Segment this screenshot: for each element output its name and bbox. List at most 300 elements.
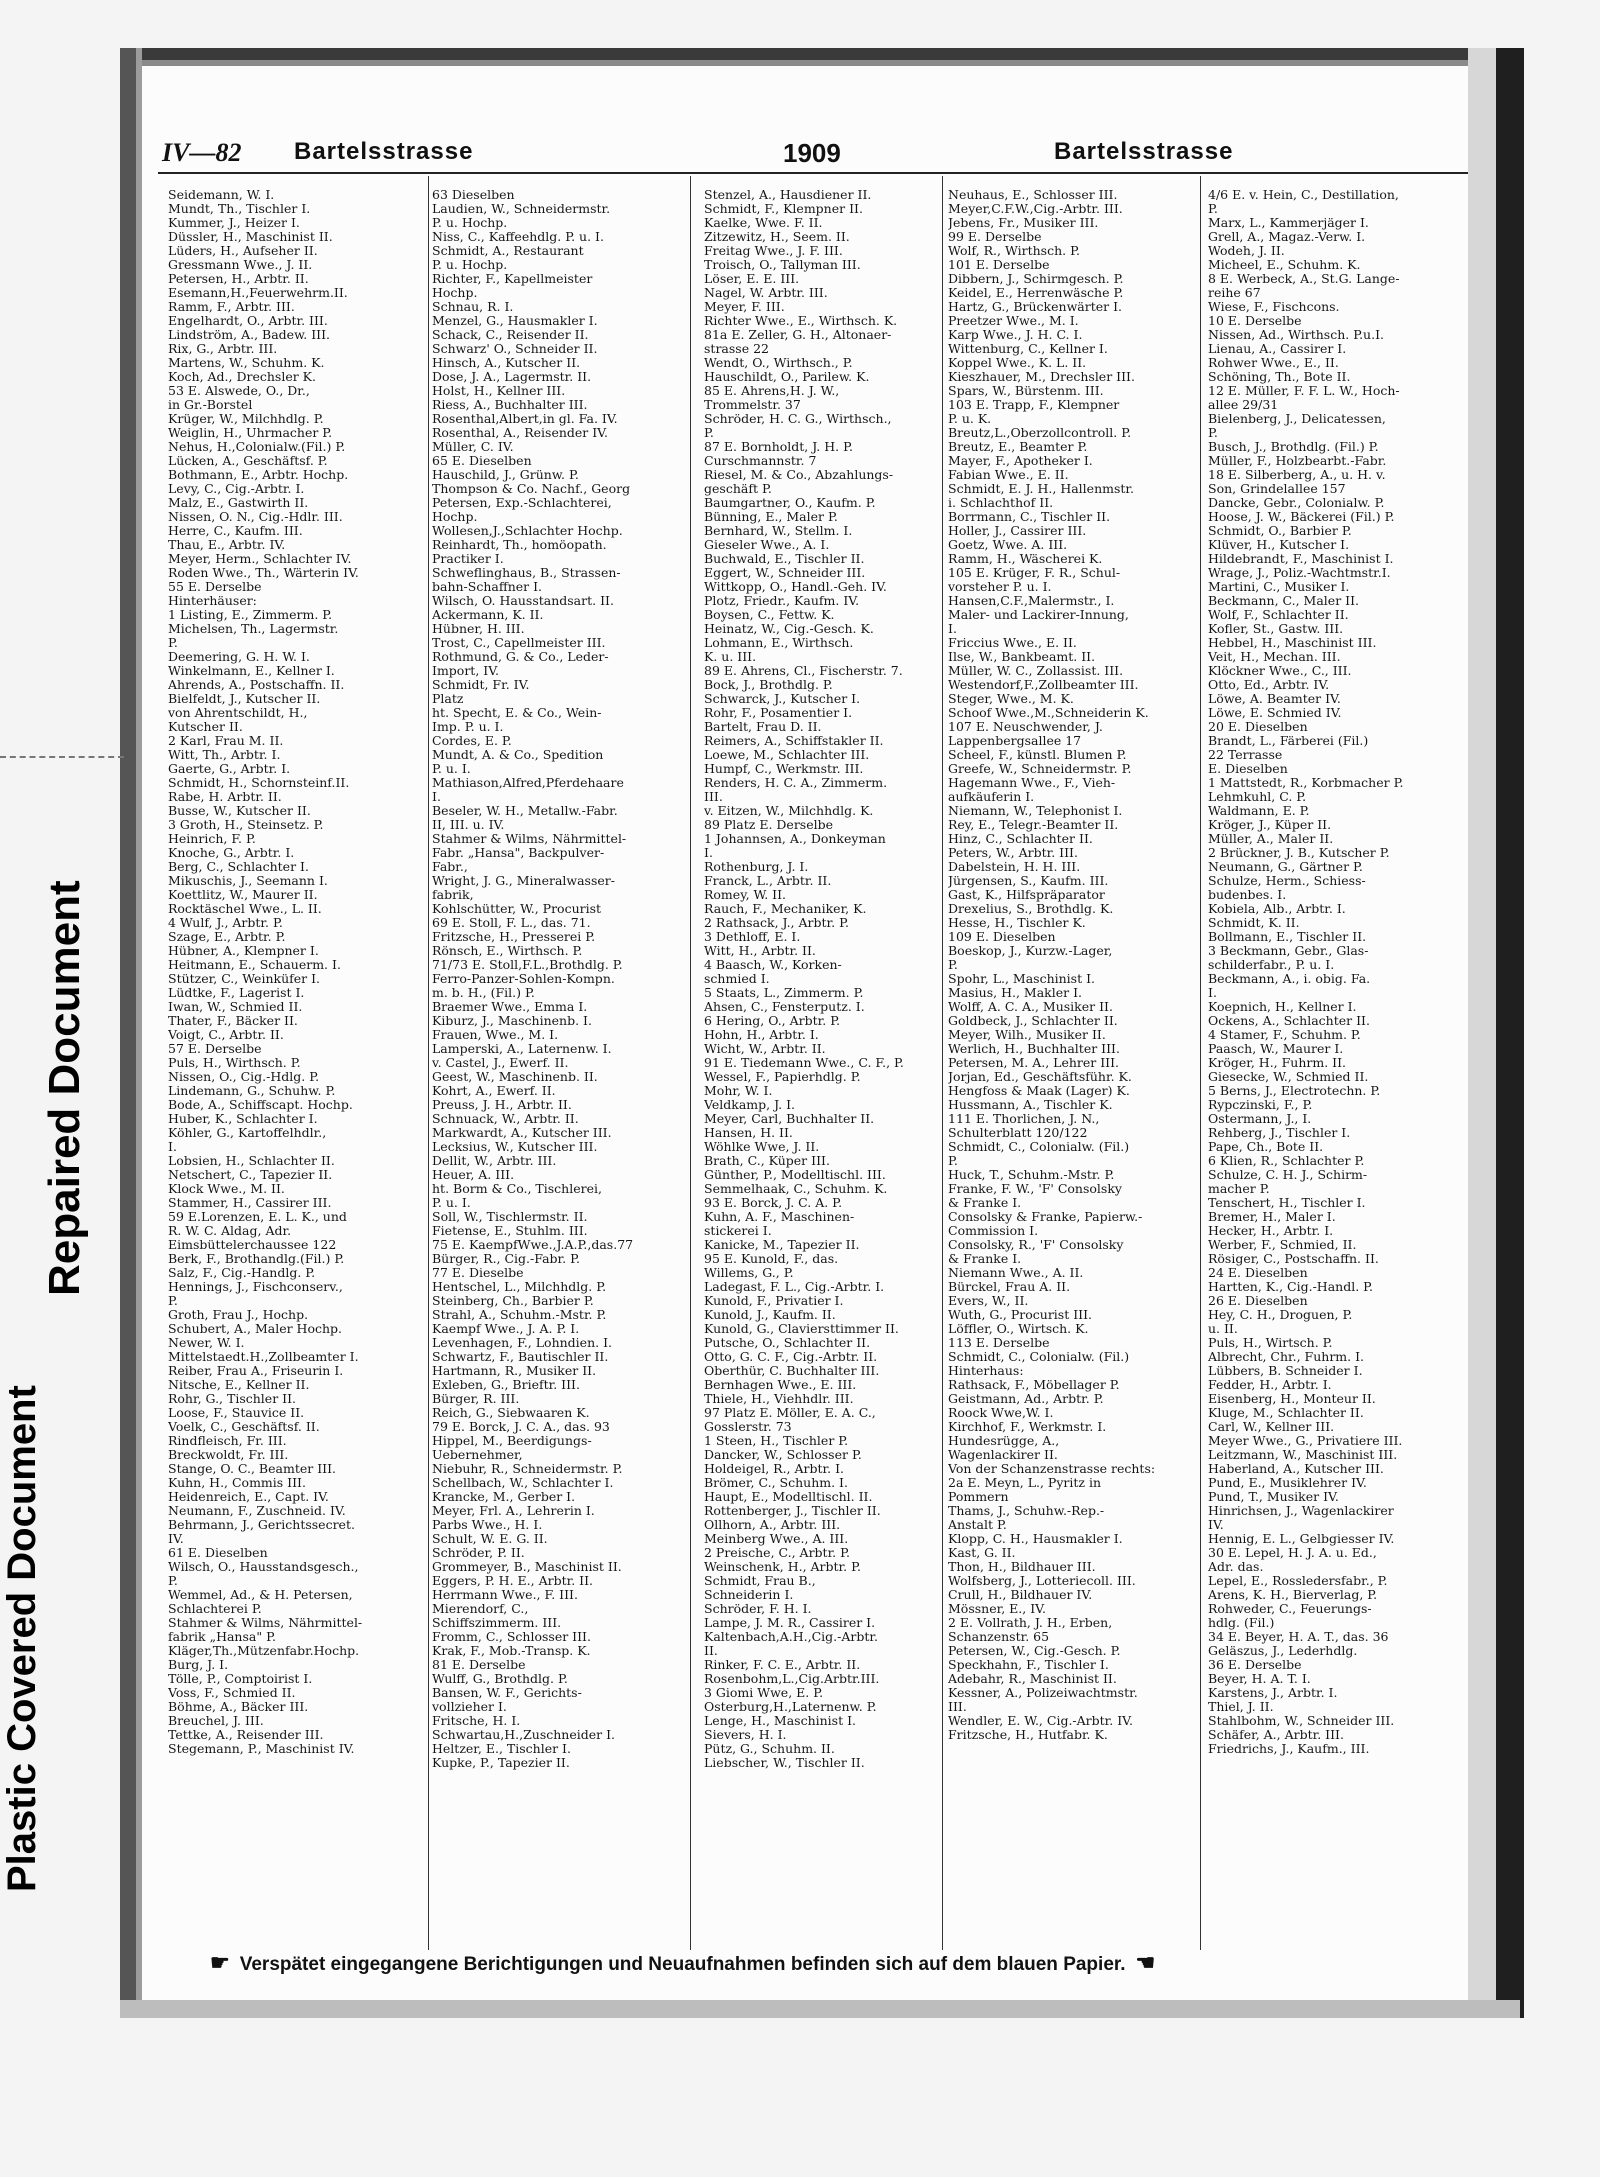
directory-entry: Schulze, C. H. J., Schirm- xyxy=(1208,1168,1368,1182)
directory-entry: Eisenberg, H., Monteur II. xyxy=(1208,1392,1376,1406)
directory-entry: Holst, H., Kellner III. xyxy=(432,384,566,398)
directory-entry: Holler, J., Cassirer III. xyxy=(948,524,1087,538)
directory-entry: Loewe, M., Schlachter III. xyxy=(704,748,870,762)
directory-entry: Hecker, H., Arbtr. I. xyxy=(1208,1224,1334,1238)
directory-entry: 5 Staats, L., Zimmerm. P. xyxy=(704,986,864,1000)
directory-entry: Breuchel, J. III. xyxy=(168,1714,264,1728)
directory-entry: Brath, C., Küper III. xyxy=(704,1154,830,1168)
directory-entry: Herre, C., Kaufm. III. xyxy=(168,524,303,538)
directory-entry: Hagemann Wwe., F., Vieh- xyxy=(948,776,1116,790)
side-label-plastic: Plastic Covered Document xyxy=(0,1385,44,1892)
directory-entry: Fabian Wwe., E. II. xyxy=(948,468,1069,482)
directory-entry: Salz, F., Cig.-Handlg. P. xyxy=(168,1266,316,1280)
directory-entry: Fedder, H., Arbtr. I. xyxy=(1208,1378,1332,1392)
directory-entry: Heitmann, E., Schauerm. I. xyxy=(168,958,341,972)
directory-entry: Meinberg Wwe., A. III. xyxy=(704,1532,849,1546)
directory-entry: Petersen, W., Cig.-Gesch. P. xyxy=(948,1644,1121,1658)
directory-entry: Niemann Wwe., A. II. xyxy=(948,1266,1084,1280)
column-rule xyxy=(428,176,429,1950)
directory-entry: Kaempf Wwe., J. A. P. I. xyxy=(432,1322,580,1336)
directory-entry: Hochp. xyxy=(432,510,478,524)
directory-entry: 5 Berns, J., Electrotechn. P. xyxy=(1208,1084,1381,1098)
directory-entry: Gressmann Wwe., J. II. xyxy=(168,258,313,272)
directory-entry: Marx, L., Kammerjäger I. xyxy=(1208,216,1369,230)
directory-entry: Thams, J., Schuhw.-Rep.- xyxy=(948,1504,1105,1518)
directory-entry: 4 Baasch, W., Korken- xyxy=(704,958,842,972)
directory-entry: Rauch, F., Mechaniker, K. xyxy=(704,902,867,916)
directory-entry: Laudien, W., Schneidermstr. xyxy=(432,202,611,216)
directory-entry: Kuhn, H., Commis III. xyxy=(168,1476,306,1490)
directory-entry: Szage, E., Arbtr. P. xyxy=(168,930,286,944)
directory-entry: Breutz, E., Beamter P. xyxy=(948,440,1088,454)
directory-entry: 69 E. Stoll, F. L., das. 71. xyxy=(432,916,591,930)
directory-entry: Kohrt, A., Ewerf. II. xyxy=(432,1084,556,1098)
directory-entry: Borrmann, C., Tischler II. xyxy=(948,510,1111,524)
directory-entry: Albrecht, Chr., Fuhrm. I. xyxy=(1208,1350,1365,1364)
directory-entry: Rosenthal,Albert,in gl. Fa. IV. xyxy=(432,412,618,426)
directory-entry: 89 Platz E. Derselbe xyxy=(704,818,833,832)
directory-entry: Geest, W., Maschinenb. II. xyxy=(432,1070,598,1084)
directory-entry: III. xyxy=(704,790,723,804)
directory-entry: geschäft P. xyxy=(704,482,772,496)
directory-entry: Kiburz, J., Maschinenb. I. xyxy=(432,1014,592,1028)
directory-column-3 xyxy=(704,188,936,1952)
directory-entry: Hohn, H., Arbtr. I. xyxy=(704,1028,819,1042)
directory-entry: Hennings, J., Fischconserv., xyxy=(168,1280,343,1294)
directory-entry: Peters, W., Arbtr. III. xyxy=(948,846,1078,860)
directory-entry: Hippel, M., Beerdigungs- xyxy=(432,1434,592,1448)
directory-entry: Heinatz, W., Cig.-Gesch. K. xyxy=(704,622,874,636)
directory-entry: Jürgensen, S., Kaufm. III. xyxy=(948,874,1109,888)
directory-entry: P. xyxy=(1208,426,1218,440)
directory-entry: Ferro-Panzer-Sohlen-Kompn. xyxy=(432,972,615,986)
directory-entry: Mathiason,Alfred,Pferdehaare xyxy=(432,776,624,790)
directory-entry: Commission I. xyxy=(948,1224,1039,1238)
directory-entry: Rypczinski, F., P. xyxy=(1208,1098,1313,1112)
directory-entry: 53 E. Alswede, O., Dr., xyxy=(168,384,310,398)
directory-entry: 103 E. Trapp, F., Klempner xyxy=(948,398,1120,412)
pointing-hand-icon: ☛ xyxy=(210,1950,230,1975)
directory-entry: Meyer, Carl, Buchhalter II. xyxy=(704,1112,875,1126)
directory-entry: Hinterhäuser: xyxy=(168,594,257,608)
directory-entry: Lampe, J. M. R., Cassirer I. xyxy=(704,1616,876,1630)
directory-entry: Köhler, G., Kartoffelhdlr., xyxy=(168,1126,327,1140)
directory-entry: Lücken, A., Geschäftsf. P. xyxy=(168,454,328,468)
directory-entry: Schulterblatt 120/122 xyxy=(948,1126,1088,1140)
directory-entry: Kaltenbach,A.H.,Cig.-Arbtr. xyxy=(704,1630,878,1644)
directory-entry: Heinrich, F. P. xyxy=(168,832,256,846)
directory-entry: Consolsky, R., 'F' Consolsky xyxy=(948,1238,1124,1252)
directory-entry: hdlg. (Fil.) xyxy=(1208,1616,1275,1630)
directory-entry: Meyer, Herm., Schlachter IV. xyxy=(168,552,352,566)
directory-entry: II. xyxy=(704,1644,718,1658)
directory-entry: Beyer, H. A. T. I. xyxy=(1208,1672,1311,1686)
directory-entry: I. xyxy=(1208,986,1217,1000)
column-rule xyxy=(942,176,943,1950)
column-rule xyxy=(1200,176,1201,1950)
directory-entry: Reimers, A., Schiffstakler II. xyxy=(704,734,884,748)
directory-entry: Hartz, G., Brückenwärter I. xyxy=(948,300,1122,314)
directory-entry: 24 E. Dieselben xyxy=(1208,1266,1308,1280)
directory-entry: Fabr. „Hansa", Backpulver- xyxy=(432,846,605,860)
directory-entry: Rönsch, E., Wirthsch. P. xyxy=(432,944,583,958)
directory-entry: 65 E. Dieselben xyxy=(432,454,532,468)
directory-entry: Maler- und Lackirer-Innung, xyxy=(948,608,1129,622)
directory-entry: & Franke I. xyxy=(948,1196,1022,1210)
directory-entry: Krüger, W., Milchhdlg. P. xyxy=(168,412,324,426)
directory-entry: Veldkamp, J. I. xyxy=(704,1098,796,1112)
directory-entry: 95 E. Kunold, F., das. xyxy=(704,1252,839,1266)
directory-entry: Friedrichs, J., Kaufm., III. xyxy=(1208,1742,1370,1756)
directory-entry: Imp. P. u. I. xyxy=(432,720,504,734)
directory-entry: Haberland, A., Kutscher III. xyxy=(1208,1462,1384,1476)
directory-entry: Oberthür, C. Buchhalter III. xyxy=(704,1364,880,1378)
directory-entry: Schmidt, H., Schornsteinf.II. xyxy=(168,776,350,790)
directory-entry: strasse 22 xyxy=(704,342,769,356)
directory-entry: Freitag Wwe., J. F. III. xyxy=(704,244,843,258)
directory-entry: Schneiderin I. xyxy=(704,1588,794,1602)
directory-entry: Wiese, F., Fischcons. xyxy=(1208,300,1340,314)
directory-entry: Petersen, M. A., Lehrer III. xyxy=(948,1056,1120,1070)
directory-entry: vollzieher I. xyxy=(432,1700,507,1714)
directory-entry: Ahsen, C., Fensterputz. I. xyxy=(704,1000,865,1014)
footer-text: Verspätet eingegangene Berichtigungen und Neuaufnahmen befinden sich auf dem blauen Papier. xyxy=(239,1954,1126,1975)
directory-entry: v. Eitzen, W., Milchhdlg. K. xyxy=(704,804,874,818)
directory-entry: Kummer, J., Heizer I. xyxy=(168,216,300,230)
directory-entry: Malz, E., Gastwirth II. xyxy=(168,496,309,510)
directory-entry: Arens, K. H., Bierverlag, P. xyxy=(1208,1588,1378,1602)
directory-entry: Friccius Wwe., E. II. xyxy=(948,636,1077,650)
directory-entry: Loose, F., Stauvice II. xyxy=(168,1406,305,1420)
directory-entry: Iwan, W., Schmied II. xyxy=(168,1000,303,1014)
directory-entry: Schmidt, C., Colonialw. (Fil.) xyxy=(948,1350,1130,1364)
directory-entry: Bernhagen Wwe., E. III. xyxy=(704,1378,857,1392)
directory-entry: Neuhaus, E., Schlosser III. xyxy=(948,188,1118,202)
directory-entry: Menzel, G., Hausmakler I. xyxy=(432,314,598,328)
directory-entry: Humpf, C., Werkmstr. III. xyxy=(704,762,864,776)
directory-entry: Ockens, A., Schlachter II. xyxy=(1208,1014,1370,1028)
directory-entry: Pape, Ch., Bote II. xyxy=(1208,1140,1324,1154)
directory-entry: 30 E. Lepel, H. J. A. u. Ed., xyxy=(1208,1546,1377,1560)
directory-entry: 97 Platz E. Möller, E. A. C., xyxy=(704,1406,876,1420)
directory-entry: i. Schlachthof II. xyxy=(948,496,1054,510)
directory-entry: Otto, Ed., Arbtr. IV. xyxy=(1208,678,1330,692)
directory-entry: Groth, Frau J., Hochp. xyxy=(168,1308,309,1322)
directory-entry: ht. Specht, E. & Co., Wein- xyxy=(432,706,602,720)
directory-entry: Breutz,L.,Oberzollcontroll. P. xyxy=(948,426,1132,440)
directory-entry: P. xyxy=(948,1154,958,1168)
directory-entry: Hundesrügge, A., xyxy=(948,1434,1060,1448)
directory-entry: Speckhahn, F., Tischler I. xyxy=(948,1658,1109,1672)
directory-entry: Lohmann, E., Wirthsch. xyxy=(704,636,854,650)
directory-column-1 xyxy=(168,188,422,1952)
directory-entry: Beseler, W. H., Metallw.-Fabr. xyxy=(432,804,618,818)
directory-entry: Hesse, H., Tischler K. xyxy=(948,916,1086,930)
directory-entry: Grommeyer, B., Maschinist II. xyxy=(432,1560,622,1574)
directory-entry: Waldmann, E. P. xyxy=(1208,804,1310,818)
directory-entry: Nissen, O. N., Cig.-Hdlr. III. xyxy=(168,510,343,524)
directory-entry: Wöhlke Wwe, J. II. xyxy=(704,1140,820,1154)
directory-entry: Bürckel, Frau A. II. xyxy=(948,1280,1071,1294)
directory-entry: Preuss, J. H., Arbtr. II. xyxy=(432,1098,572,1112)
directory-entry: Wittkopp, O., Handl.-Geh. IV. xyxy=(704,580,887,594)
directory-entry: Schoof Wwe.,M.,Schneiderin K. xyxy=(948,706,1149,720)
directory-entry: Voelk, C., Geschäftsf. II. xyxy=(168,1420,320,1434)
directory-entry: Reiber, Frau A., Friseurin I. xyxy=(168,1364,344,1378)
directory-entry: Franck, L., Arbtr. II. xyxy=(704,874,832,888)
directory-entry: Witt, H., Arbtr. II. xyxy=(704,944,816,958)
directory-entry: Tenschert, H., Tischler I. xyxy=(1208,1196,1366,1210)
directory-entry: Hinsch, A., Kutscher II. xyxy=(432,356,581,370)
directory-entry: Schröder, H. C. G., Wirthsch., xyxy=(704,412,892,426)
directory-entry: Bernhard, W., Stellm. I. xyxy=(704,524,853,538)
directory-entry: Hansen, H. II. xyxy=(704,1126,793,1140)
directory-entry: Rohr, G., Tischler II. xyxy=(168,1392,296,1406)
scanner-frame-left xyxy=(120,48,136,2018)
directory-entry: Mössner, E., IV. xyxy=(948,1602,1046,1616)
directory-entry: Lehmkuhl, C. P. xyxy=(1208,790,1307,804)
directory-entry: Eggert, W., Schneider III. xyxy=(704,566,866,580)
directory-entry: Steger, Wwe., M. K. xyxy=(948,692,1074,706)
directory-entry: Otto, G. C. F., Cig.-Arbtr. II. xyxy=(704,1350,878,1364)
directory-entry: Rothenburg, J. I. xyxy=(704,860,809,874)
directory-entry: 26 E. Dieselben xyxy=(1208,1294,1308,1308)
directory-entry: Bünning, E., Maler P. xyxy=(704,510,838,524)
directory-entry: Meyer, F. III. xyxy=(704,300,785,314)
directory-entry: Dellit, W., Arbtr. III. xyxy=(432,1154,557,1168)
directory-entry: Hebbel, H., Maschinist III. xyxy=(1208,636,1377,650)
directory-entry: Voigt, C., Arbtr. II. xyxy=(168,1028,284,1042)
directory-entry: Beckmann, A., i. obig. Fa. xyxy=(1208,972,1371,986)
directory-entry: Martens, W., Schuhm. K. xyxy=(168,356,325,370)
directory-entry: Schmidt, K. II. xyxy=(1208,916,1300,930)
directory-entry: Preetzer Wwe., M. I. xyxy=(948,314,1079,328)
directory-entry: Bock, J., Brothdlg. P. xyxy=(704,678,833,692)
directory-entry: Bothmann, E., Arbtr. Hochp. xyxy=(168,468,349,482)
directory-entry: Schellbach, W., Schlachter I. xyxy=(432,1476,614,1490)
directory-entry: Ramm, F., Arbtr. III. xyxy=(168,300,295,314)
directory-entry: Netschert, C., Tapezier II. xyxy=(168,1168,333,1182)
directory-entry: Hartten, K., Cig.-Handl. P. xyxy=(1208,1280,1373,1294)
directory-entry: Kupke, P., Tapezier II. xyxy=(432,1756,570,1770)
directory-entry: Pommern xyxy=(948,1490,1009,1504)
directory-entry: Hennig, E. L., Gelbgiesser IV. xyxy=(1208,1532,1395,1546)
directory-entry: vorsteher P. u. I. xyxy=(948,580,1052,594)
directory-entry: Rohr, F., Posamentier I. xyxy=(704,706,853,720)
directory-entry: 12 E. Müller, F. F. L. W., Hoch- xyxy=(1208,384,1400,398)
directory-entry: 79 E. Borck, J. C. A., das. 93 xyxy=(432,1420,610,1434)
directory-entry: Witt, Th., Arbtr. I. xyxy=(168,748,281,762)
directory-entry: u. II. xyxy=(1208,1322,1238,1336)
side-label-repaired: Repaired Document xyxy=(40,880,89,1296)
directory-entry: 81a E. Zeller, G. H., Altonaer- xyxy=(704,328,892,342)
directory-entry: Klüver, H., Kutscher I. xyxy=(1208,538,1350,552)
directory-entry: Lindemann, G., Schuhw. P. xyxy=(168,1084,336,1098)
directory-entry: Zitzewitz, H., Seem. II. xyxy=(704,230,850,244)
directory-entry: Wolfsberg, J., Lotteriecoll. III. xyxy=(948,1574,1136,1588)
directory-entry: aufkäuferin I. xyxy=(948,790,1035,804)
directory-entry: Mundt, A. & Co., Spedition xyxy=(432,748,604,762)
directory-entry: Löffler, O., Wirtsch. K. xyxy=(948,1322,1089,1336)
directory-entry: Nagel, W. Arbtr. III. xyxy=(704,286,828,300)
directory-entry: 20 E. Dieselben xyxy=(1208,720,1308,734)
directory-entry: Mikuschis, J., Seemann I. xyxy=(168,874,328,888)
directory-entry: Weiglin, H., Uhrmacher P. xyxy=(168,426,333,440)
directory-entry: Westendorf,F.,Zollbeamter III. xyxy=(948,678,1139,692)
directory-entry: Steinberg, Ch., Barbier P. xyxy=(432,1294,594,1308)
directory-entry: 1 Mattstedt, R., Korbmacher P. xyxy=(1208,776,1404,790)
directory-entry: I. xyxy=(704,846,713,860)
directory-entry: Berk, F., Brothandlg.(Fil.) P. xyxy=(168,1252,345,1266)
directory-entry: 101 E. Derselbe xyxy=(948,258,1050,272)
directory-entry: Lenge, H., Maschinist I. xyxy=(704,1714,857,1728)
directory-entry: Holdeigel, R., Arbtr. I. xyxy=(704,1462,844,1476)
directory-entry: Kröger, J., Küper II. xyxy=(1208,818,1332,832)
directory-entry: Niss, C., Kaffeehdlg. P. u. I. xyxy=(432,230,604,244)
directory-entry: Esemann,H.,Feuerwehrm.II. xyxy=(168,286,348,300)
directory-entry: Kutscher II. xyxy=(168,720,243,734)
directory-entry: Riesel, M. & Co., Abzahlungs- xyxy=(704,468,894,482)
directory-column-5 xyxy=(1208,188,1454,1952)
directory-entry: Schwarck, J., Kutscher I. xyxy=(704,692,861,706)
directory-entry: Rosenbohm,L.,Cig.Arbtr.III. xyxy=(704,1672,880,1686)
directory-entry: Kunold, F., Privatier I. xyxy=(704,1294,844,1308)
directory-entry: Thon, H., Bildhauer III. xyxy=(948,1560,1096,1574)
directory-entry: 75 E. KaempfWwe.,J.A.P.,das.77 xyxy=(432,1238,634,1252)
scanner-frame-top xyxy=(120,48,1520,60)
page-number: IV—82 xyxy=(162,138,242,167)
directory-entry: Rehberg, J., Tischler I. xyxy=(1208,1126,1351,1140)
directory-entry: Rindfleisch, Fr. III. xyxy=(168,1434,287,1448)
directory-entry: Stenzel, A., Hausdiener II. xyxy=(704,188,872,202)
directory-entry: Bürger, R., Cig.-Fabr. P. xyxy=(432,1252,580,1266)
directory-entry: Kröger, H., Fuhrm. II. xyxy=(1208,1056,1347,1070)
directory-entry: Stammer, H., Cassirer III. xyxy=(168,1196,332,1210)
directory-entry: Hildebrandt, F., Maschinist I. xyxy=(1208,552,1394,566)
directory-entry: Meyer, Wilh., Musiker II. xyxy=(948,1028,1106,1042)
directory-entry: Müller, W. C., Zollassist. III. xyxy=(948,664,1124,678)
directory-entry: 36 E. Derselbe xyxy=(1208,1658,1302,1672)
directory-entry: 81 E. Derselbe xyxy=(432,1658,526,1672)
directory-entry: Wolf, R., Wirthsch. P. xyxy=(948,244,1080,258)
directory-entry: 55 E. Derselbe xyxy=(168,580,262,594)
directory-entry: Schubert, A., Maler Hochp. xyxy=(168,1322,343,1336)
directory-entry: Lüders, H., Aufseher II. xyxy=(168,244,318,258)
directory-entry: 105 E. Krüger, F. R., Schul- xyxy=(948,566,1121,580)
directory-entry: Meyer, Frl. A., Lehrerin I. xyxy=(432,1504,595,1518)
directory-entry: Stützer, C., Weinküfer I. xyxy=(168,972,321,986)
directory-entry: Kohlschütter, W., Procurist xyxy=(432,902,602,916)
directory-entry: Ollhorn, A., Arbtr. III. xyxy=(704,1518,841,1532)
directory-entry: Karstens, J., Arbtr. I. xyxy=(1208,1686,1338,1700)
street-heading-right: Bartelsstrasse xyxy=(1054,138,1234,165)
directory-entry: Plotz, Friedr., Kaufm. IV. xyxy=(704,594,860,608)
directory-entry: Busse, W., Kutscher II. xyxy=(168,804,311,818)
directory-entry: P. xyxy=(168,636,178,650)
directory-entry: Sievers, H. I. xyxy=(704,1728,787,1742)
directory-entry: K. u. III. xyxy=(704,650,757,664)
directory-entry: Paasch, W., Maurer I. xyxy=(1208,1042,1344,1056)
directory-entry: III. xyxy=(948,1700,967,1714)
directory-entry: Strahl, A., Schuhm.-Mstr. P. xyxy=(432,1308,607,1322)
directory-entry: Meyer Wwe., G., Privatiere III. xyxy=(1208,1434,1403,1448)
directory-entry: 3 Dethloff, E. I. xyxy=(704,930,801,944)
directory-entry: 57 E. Derselbe xyxy=(168,1042,262,1056)
directory-entry: 87 E. Bornholdt, J. H. P. xyxy=(704,440,853,454)
header-rule xyxy=(158,172,1468,174)
directory-entry: Spohr, L., Maschinist I. xyxy=(948,972,1095,986)
directory-entry: Dibbern, J., Schirmgesch. P. xyxy=(948,272,1124,286)
directory-entry: Puls, H., Wirthsch. P. xyxy=(168,1056,301,1070)
directory-entry: Kanicke, M., Tapezier II. xyxy=(704,1238,860,1252)
directory-entry: Eimsbüttelerchaussee 122 xyxy=(168,1238,337,1252)
directory-entry: Martini, C., Musiker I. xyxy=(1208,580,1350,594)
directory-entry: Kläger,Th.,Mützenfabr.Hochp. xyxy=(168,1644,360,1658)
directory-entry: Rey, E., Telegr.-Beamter II. xyxy=(948,818,1119,832)
directory-entry: Lappenbergsallee 17 xyxy=(948,734,1082,748)
directory-entry: Müller, F., Holzbearbt.-Fabr. xyxy=(1208,454,1387,468)
directory-entry: Thater, F., Bäcker II. xyxy=(168,1014,298,1028)
directory-entry: Boeskop, J., Kurzw.-Lager, xyxy=(948,944,1113,958)
directory-entry: Mierendorf, C., xyxy=(432,1602,529,1616)
directory-entry: Hoose, J. W., Bäckerei (Fil.) P. xyxy=(1208,510,1395,524)
directory-entry: Wessel, F., Papierhdlg. P. xyxy=(704,1070,861,1084)
directory-entry: Bielenberg, J., Delicatessen, xyxy=(1208,412,1386,426)
directory-entry: Practiker I. xyxy=(432,552,504,566)
directory-entry: Lecksius, W., Kutscher III. xyxy=(432,1140,598,1154)
directory-entry: Klöckner Wwe., C., III. xyxy=(1208,664,1352,678)
directory-entry: Mohr, W. I. xyxy=(704,1084,773,1098)
directory-entry: Levy, C., Cig.-Arbtr. I. xyxy=(168,482,305,496)
directory-entry: Rohwer Wwe., E., II. xyxy=(1208,356,1339,370)
directory-entry: Kluge, M., Schlachter II. xyxy=(1208,1406,1364,1420)
directory-entry: Pund, E., Musiklehrer IV. xyxy=(1208,1476,1367,1490)
directory-entry: 8 E. Werbeck, A., St.G. Lange- xyxy=(1208,272,1400,286)
directory-entry: Mittelstaedt.H.,Zollbeamter I. xyxy=(168,1350,359,1364)
directory-entry: Willems, G., P. xyxy=(704,1266,794,1280)
directory-entry: 34 E. Beyer, H. A. T., das. 36 xyxy=(1208,1630,1389,1644)
directory-entry: Grell, A., Magaz.-Verw. I. xyxy=(1208,230,1366,244)
directory-entry: & Franke I. xyxy=(948,1252,1022,1266)
directory-entry: Neumann, G., Gärtner P. xyxy=(1208,860,1363,874)
directory-entry: Kunold, J., Kaufm. II. xyxy=(704,1308,836,1322)
directory-entry: Bürger, R. III. xyxy=(432,1392,520,1406)
directory-entry: Ackermann, K. II. xyxy=(432,608,544,622)
directory-entry: Veit, H., Mechan. III. xyxy=(1208,650,1341,664)
directory-entry: IV. xyxy=(1208,1518,1224,1532)
directory-entry: Goetz, Wwe. A. III. xyxy=(948,538,1068,552)
directory-entry: Engelhardt, O., Arbtr. III. xyxy=(168,314,328,328)
directory-entry: in Gr.-Borstel xyxy=(168,398,253,412)
directory-entry: Herrmann Wwe., F. III. xyxy=(432,1588,578,1602)
directory-entry: fabrik, xyxy=(432,888,474,902)
directory-entry: Nissen, Ad., Wirthsch. P.u.I. xyxy=(1208,328,1384,342)
directory-entry: 77 E. Dieselbe xyxy=(432,1266,524,1280)
directory-entry: P. u. I. xyxy=(432,1196,471,1210)
directory-entry: Eggers, P. H. E., Arbtr. II. xyxy=(432,1574,594,1588)
directory-entry: Pund, T., Musiker IV. xyxy=(1208,1490,1339,1504)
directory-entry: Koppel Wwe., K. L. II. xyxy=(948,356,1087,370)
directory-entry: Bollmann, E., Tischler II. xyxy=(1208,930,1367,944)
directory-entry: Rosenthal, A., Reisender IV. xyxy=(432,426,608,440)
directory-entry: Rösiger, C., Postschaffn. II. xyxy=(1208,1252,1379,1266)
directory-entry: Consolsky & Franke, Papierw.- xyxy=(948,1210,1143,1224)
directory-entry: Stahlbohm, W., Schneider III. xyxy=(1208,1714,1395,1728)
directory-entry: Düssler, H., Maschinist II. xyxy=(168,230,333,244)
directory-entry: Krak, F., Mob.-Transp. K. xyxy=(432,1644,591,1658)
directory-entry: Hentschel, L., Milchhdlg. P. xyxy=(432,1280,607,1294)
directory-entry: Schmidt, E. J. H., Hallenmstr. xyxy=(948,482,1134,496)
